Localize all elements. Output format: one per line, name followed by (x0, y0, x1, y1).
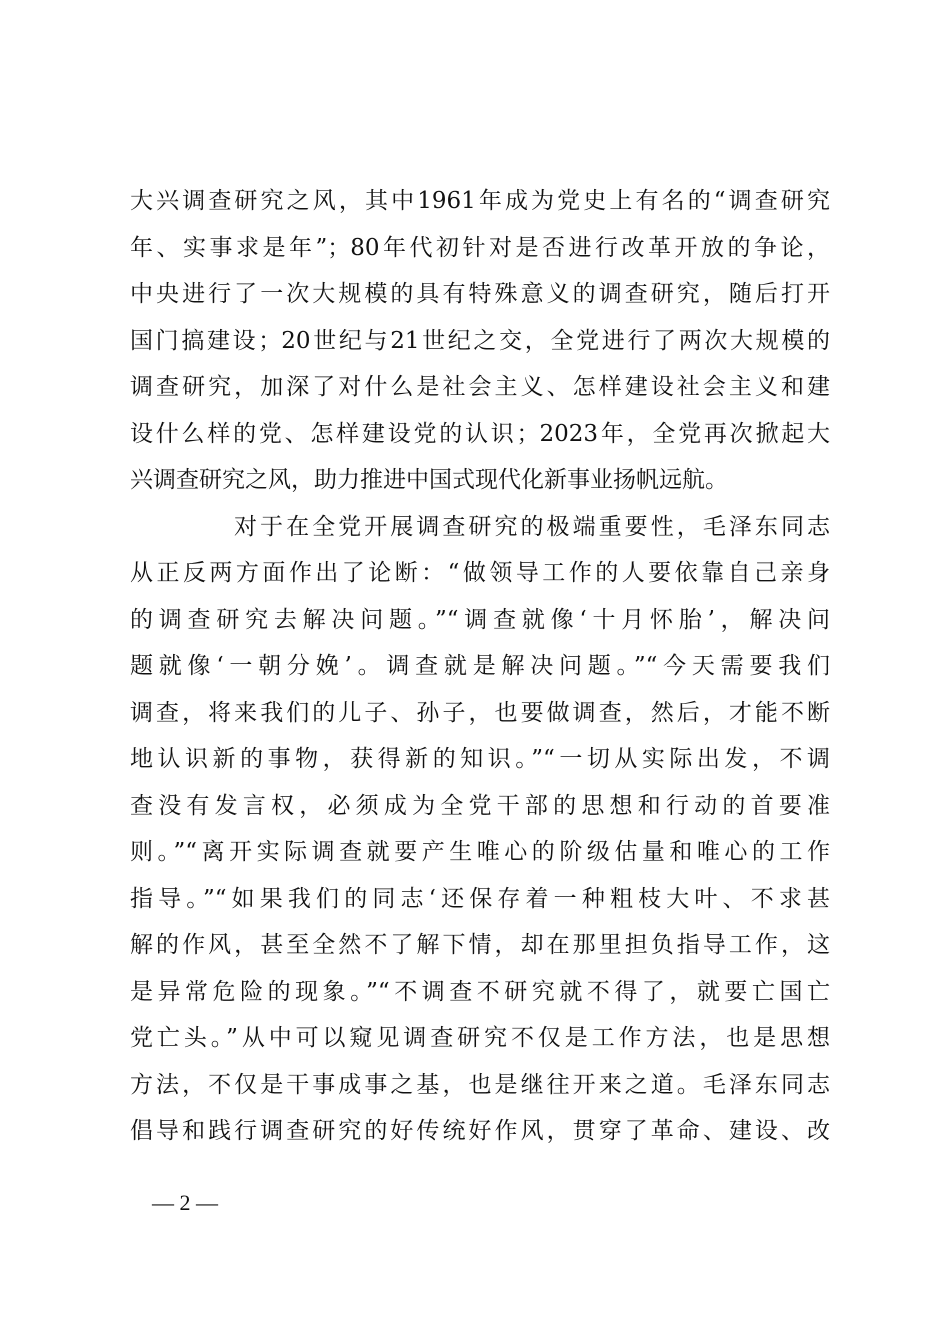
body-text (130, 178, 830, 1155)
text-line: 调查研究，加深了对什么是社会主义、怎样建设社会主义和建 (130, 374, 830, 400)
paragraph-1 (130, 178, 830, 504)
text-line: 查没有发言权，必须成为全党干部的思想和行动的首要准 (130, 792, 830, 819)
text-line: 设什么样的党、怎样建设党的认识；2023年，全党再次掀起大 (130, 420, 830, 447)
text-line: 则。”“离开实际调查就要产生唯心的阶级估量和唯心的工作 (130, 839, 830, 865)
text-line: 从正反两方面作出了论断：“做领导工作的人要依靠自己亲身 (130, 560, 830, 586)
text-line: 解的作风，甚至全然不了解下情，却在那里担负指导工作，这 (130, 932, 830, 958)
text-line: 指导。”“如果我们的同志‘还保存着一种粗枝大叶、不求甚 (130, 885, 830, 912)
text-line: 对于在全党开展调查研究的极端重要性，毛泽东同志 (234, 513, 830, 540)
page-number: — 2 — (152, 1190, 218, 1215)
text-line: 大兴调查研究之风，其中1961年成为党史上有名的“调查研究 (130, 188, 830, 214)
text-line: 兴调查研究之风，助力推进中国式现代化新事业扬帆远航。 (130, 467, 728, 493)
text-line: 的调查研究去解决问题。”“调查就像‘十月怀胎’，解决问 (130, 606, 830, 633)
text-line: 中央进行了一次大规模的具有特殊意义的调查研究，随后打开 (130, 281, 830, 307)
text-line: 是异常危险的现象。”“不调查不研究就不得了，就要亡国亡 (130, 978, 830, 1005)
text-line: 题就像‘一朝分娩’。调查就是解决问题。”“今天需要我们 (130, 653, 830, 679)
text-line: 年、实事求是年”；80年代初针对是否进行改革开放的争论， (130, 234, 830, 261)
paragraph-2 (130, 504, 830, 1155)
text-line: 方法，不仅是干事成事之基，也是继往开来之道。毛泽东同志 (130, 1071, 830, 1098)
text-line: 调查，将来我们的儿子、孙子，也要做调查，然后，才能不断 (130, 699, 830, 726)
text-line: 党亡头。”从中可以窥见调查研究不仅是工作方法，也是思想 (130, 1025, 830, 1051)
text-line: 倡导和践行调查研究的好传统好作风，贯穿了革命、建设、改 (130, 1118, 830, 1144)
text-line: 地认识新的事物，获得新的知识。”“一切从实际出发，不调 (130, 746, 830, 772)
text-line: 国门搞建设；20世纪与21世纪之交，全党进行了两次大规模的 (130, 327, 830, 354)
